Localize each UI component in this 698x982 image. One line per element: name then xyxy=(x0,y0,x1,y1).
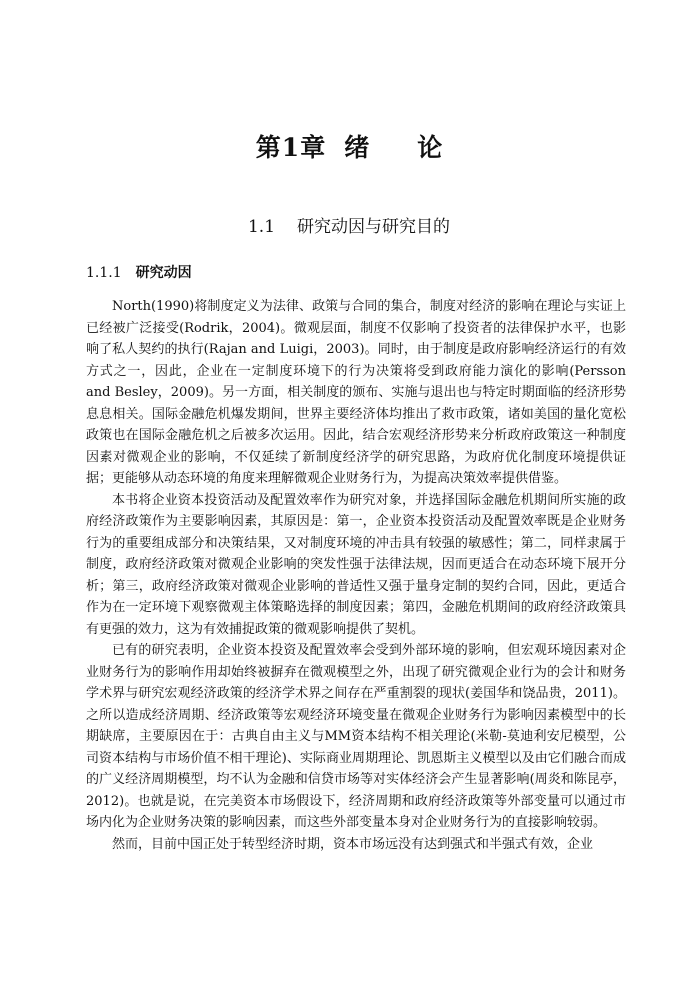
subsection-number: 1.1.1 xyxy=(86,265,122,281)
paragraph: 已有的研究表明，企业资本投资及配置效率会受到外部环境的影响，但宏观环境因素对企业财务行为的影响作用却始终被摒弃在微观模型之外，出现了研究微观企业行为的会计和财务学术界与研究宏观经济政策的经济学术界之间存在严重割裂的现状(姜国华和饶品贵，2011)。之所以造成经济周期、经济政策等宏观经济环境变量在微观企业财务行为影响因素模型中的长期缺席，主要原因在于：古典自由主义与MM资本结构不相关理论(米勒-莫迪利安尼模型，公司资本结构与市场价值不相干理论)、实际商业周期理论、凯恩斯主义模型以及由它们融合而成的广义经济周期模型，均不认为金融和信贷市场等对实体经济会产生显著影响(周炎和陈昆亭，2012)。也就是说，在完美资本市场假设下，经济周期和政府经济政策等外部变量可以通过市场内化为企业财务决策的影响因素，而这些外部变量本身对企业财务行为的直接影响较弱。 xyxy=(86,643,626,830)
subsection-title xyxy=(86,262,192,282)
chapter-label-prefix: 第 xyxy=(255,133,282,162)
chapter-name: 绪论 xyxy=(344,133,491,162)
paragraph: North(1990)将制度定义为法律、政策与合同的集合，制度对经济的影响在理论与实证上已经被广泛接受(Rodrik，2004)。微观层面，制度不仅影响了投资者的法律保护水平，也影响了私人契约的执行(Rajan and Luigi，2003)。同时，由于制度是政府影响经济运行的有效方式之一，因此，企业在一定制度环境下的行为决策将受到政府能力演化的影响(Persson and Besley，2009)。另一方面，相关制度的颁布、实施与退出也与特定时期面临的经济形势息息相关。国际金融危机爆发期间，世界主要经济体均推出了救市政策，诸如美国的量化宽松政策也在国际金融危机之后被多次运用。因此，结合宏观经济形势来分析政府政策这一种制度因素对微观企业的影响，不仅延续了新制度经济学的研究思路，为政府优化制度环境提供证据；更能够从动态环境的角度来理解微观企业财务行为，为提高决策效率提供借鉴。 xyxy=(86,299,626,486)
body-text xyxy=(86,296,626,855)
section-name: 研究动因与研究目的 xyxy=(297,217,451,237)
chapter-label-suffix: 章 xyxy=(300,133,327,162)
chapter-number: 1 xyxy=(281,133,301,162)
paragraph: 然而，目前中国正处于转型经济时期，资本市场远没有达到强式和半强式有效，企业 xyxy=(112,836,594,852)
subsection-name: 研究动因 xyxy=(135,265,192,281)
paragraph: 本书将企业资本投资活动及配置效率作为研究对象，并选择国际金融危机期间所实施的政府经济政策作为主要影响因素，其原因是：第一，企业资本投资活动及配置效率既是企业财务行为的重要组成部分和决策结果，又对制度环境的冲击具有较强的敏感性；第二，同样隶属于制度，政府经济政策对微观企业影响的突发性强于法律法规，因而更适合在动态环境下展开分析；第三，政府经济政策对微观企业影响的普适性又强于量身定制的契约合同，因此，更适合作为在一定环境下观察微观主体策略选择的制度因素；第四，金融危机期间的政府经济政策具有更强的效力，这为有效捕捉政策的微观影响提供了契机。 xyxy=(86,492,626,637)
section-number: 1.1 xyxy=(247,217,276,237)
chapter-title xyxy=(0,128,698,164)
section-title xyxy=(0,212,698,237)
